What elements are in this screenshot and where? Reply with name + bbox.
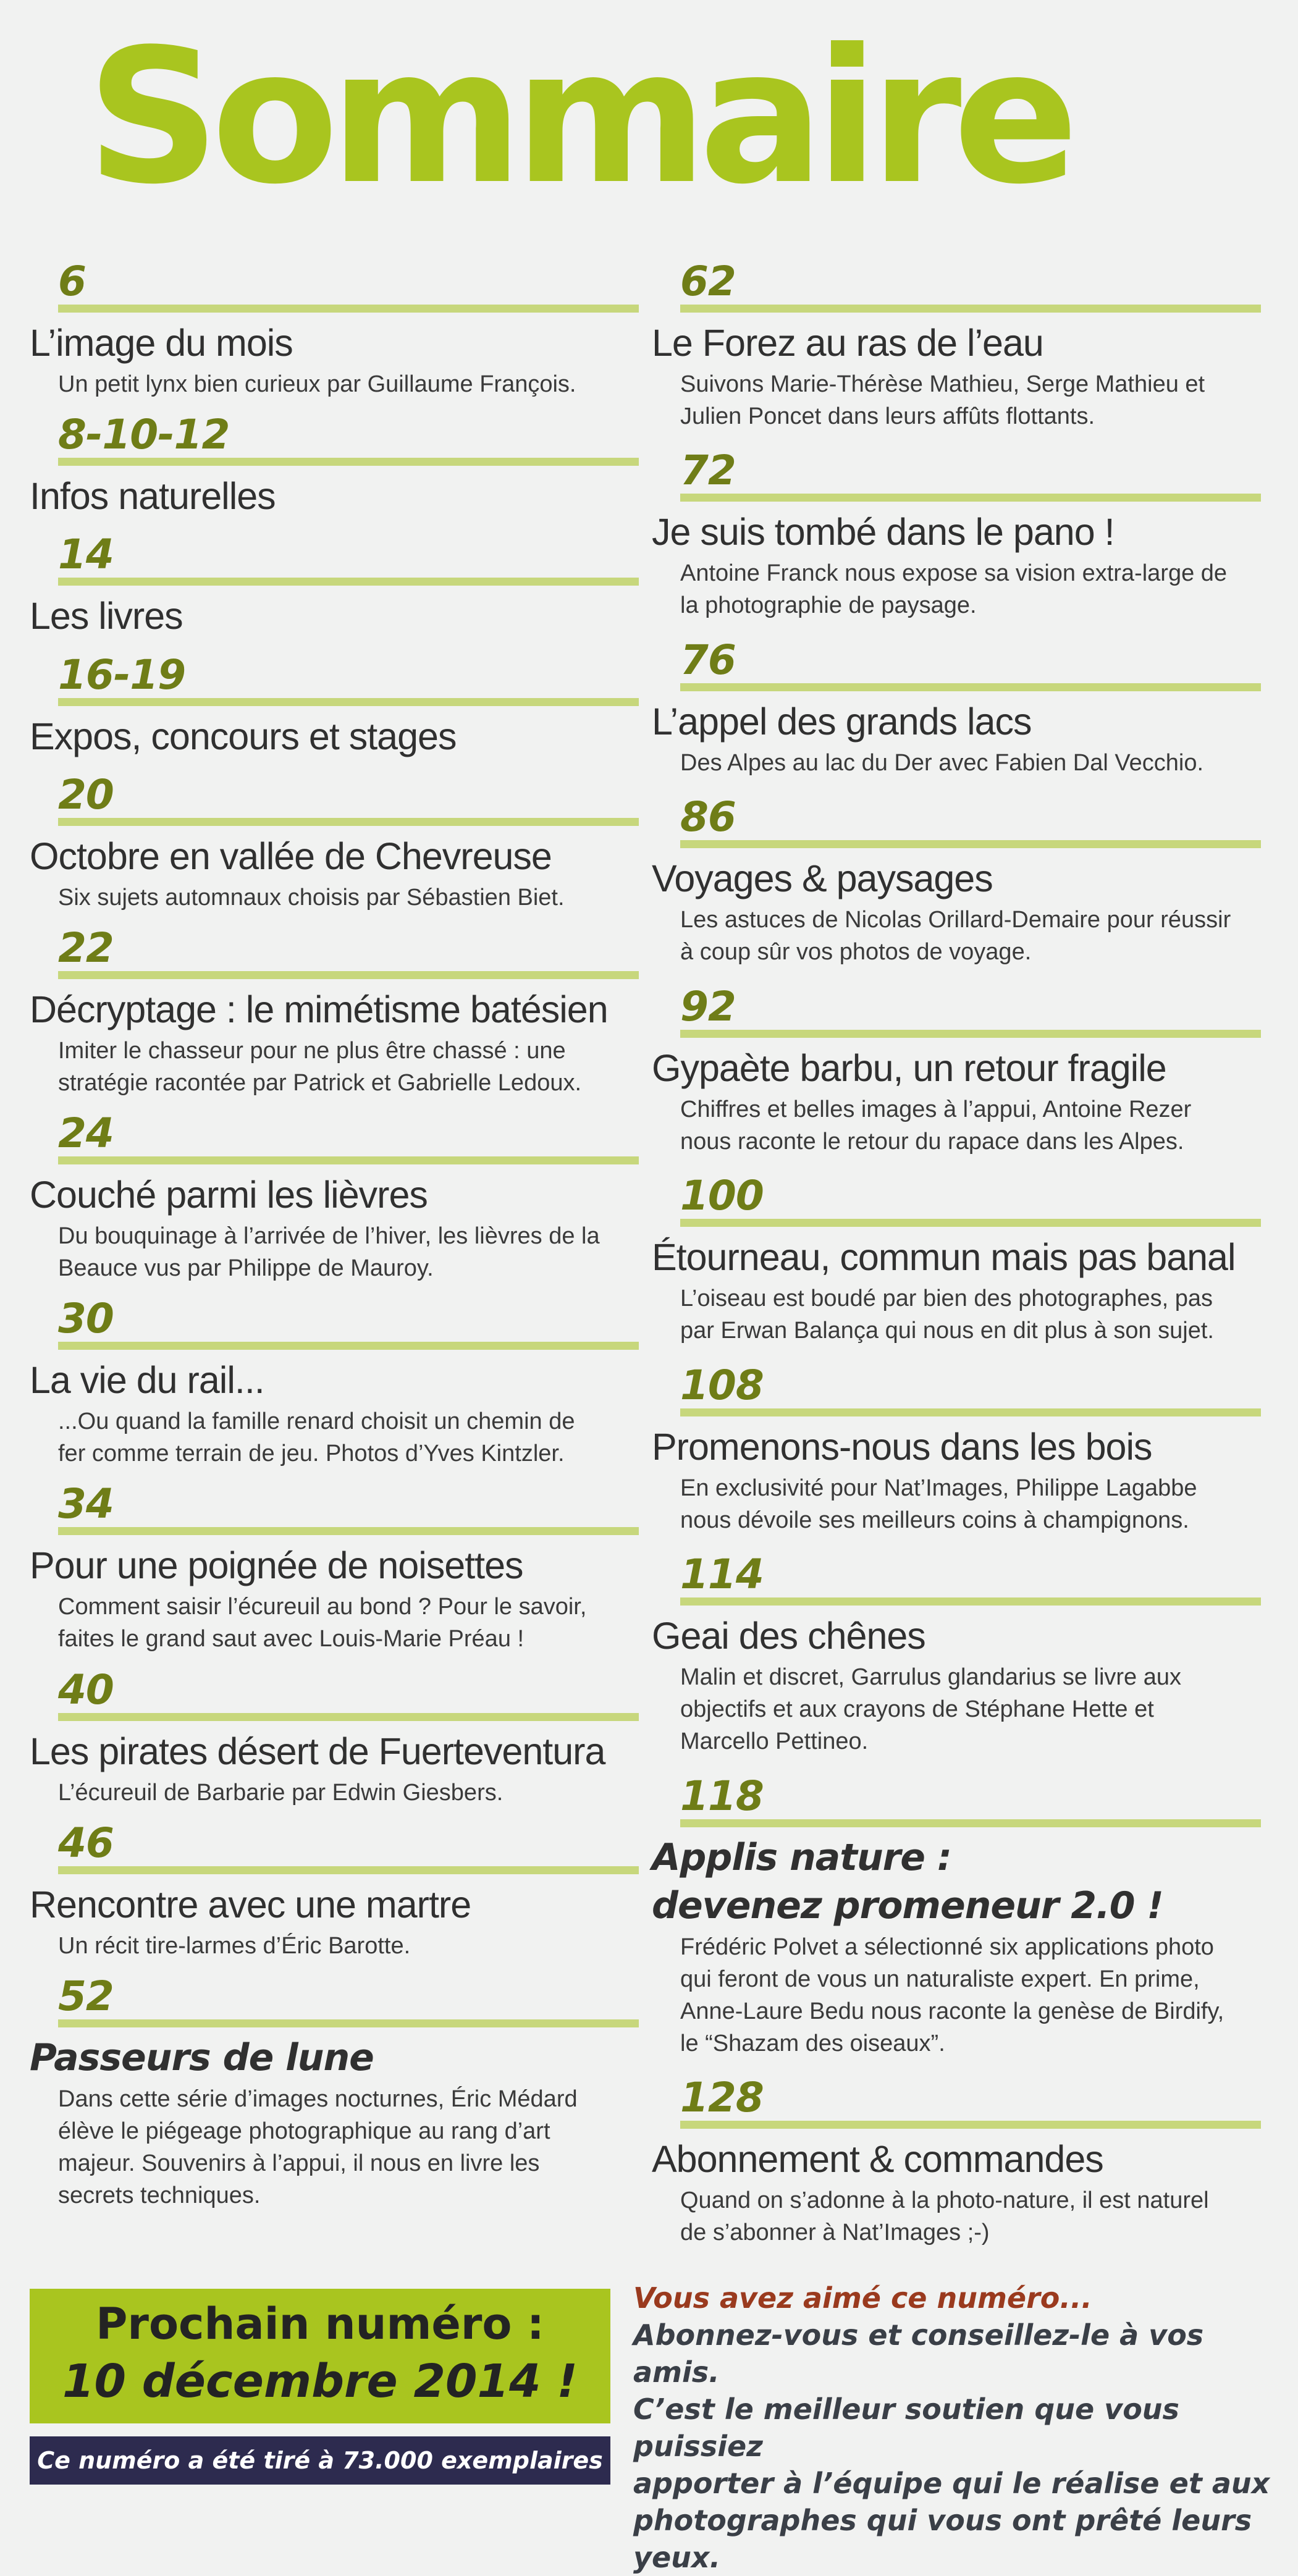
- divider: [680, 1030, 1261, 1038]
- entry-description: Les astuces de Nicolas Orillard-Demaire pour réussir à coup sûr vos photos de voyage.: [680, 907, 1231, 966]
- page-number: 76: [680, 636, 736, 684]
- promo-lead: Vous avez aimé ce numéro...: [633, 2281, 1092, 2315]
- page-number: 40: [58, 1665, 114, 1714]
- page-number: 52: [58, 1972, 114, 2020]
- divider: [58, 578, 639, 586]
- divider: [680, 1819, 1261, 1827]
- entry-title: Promenons-nous dans les bois: [652, 1425, 1152, 1468]
- entry-title: Passeurs de lune: [30, 2035, 374, 2079]
- toc-entry[interactable]: [30, 770, 617, 914]
- entry-title: Gypaète barbu, un retour fragile: [652, 1046, 1166, 1089]
- toc-entry[interactable]: [652, 982, 1239, 1158]
- page-number: 24: [58, 1109, 114, 1158]
- page-number: 114: [680, 1551, 764, 1599]
- toc-entry[interactable]: [30, 256, 617, 400]
- toc-entry[interactable]: [652, 1360, 1239, 1536]
- divider: [58, 1527, 639, 1535]
- divider: [680, 683, 1261, 691]
- entry-description: Des Alpes au lac du Der avec Fabien Dal Vecchio.: [680, 749, 1204, 776]
- page-number: 30: [58, 1295, 114, 1343]
- toc-entry[interactable]: [652, 2073, 1239, 2249]
- entry-description: ...Ou quand la famille renard choisit un chemin de fer comme terrain de jeu. Photos d’Yves Kintzler.: [58, 1408, 575, 1467]
- toc-entry[interactable]: [652, 792, 1239, 968]
- entry-description: Un petit lynx bien curieux par Guillaume François.: [58, 371, 576, 397]
- entry-title: Le Forez au ras de l’eau: [652, 322, 1043, 364]
- page-number: 92: [680, 982, 736, 1030]
- subscription-promo: [633, 2279, 1288, 2576]
- toc-entry[interactable]: [30, 650, 617, 760]
- divider: [680, 2121, 1261, 2129]
- entry-description: Antoine Franck nous expose sa vision extra-large de la photographie de paysage.: [680, 560, 1228, 619]
- entry-description: Du bouquinage à l’arrivée de l’hiver, les lièvres de la Beauce vus par Philippe de Mauroy.: [58, 1223, 600, 1282]
- toc-column-left: [30, 256, 617, 2215]
- toc-entry[interactable]: [652, 1171, 1239, 1347]
- entry-description: Frédéric Polvet a sélectionné six applications photo qui feront de vous un naturaliste expert. En prime, Anne-Laure Bedu nous raconte la genèse de Birdify, le “Shazam des oiseaux”.: [680, 1934, 1224, 2056]
- divider: [58, 1866, 639, 1874]
- page-number: 34: [58, 1480, 114, 1528]
- entry-title: L’image du mois: [30, 322, 293, 364]
- toc-entry[interactable]: [30, 410, 617, 520]
- toc-entry[interactable]: [30, 1665, 617, 1809]
- promo-line: photographes qui vous ont prêté leurs yeux.: [633, 2504, 1252, 2574]
- page-number: 86: [680, 793, 736, 841]
- entry-title: Rencontre avec une martre: [30, 1883, 471, 1926]
- entry-title: Les livres: [30, 595, 183, 638]
- entry-title-line2: devenez promeneur 2.0 !: [652, 1884, 1163, 1927]
- divider: [680, 1408, 1261, 1416]
- toc-entry[interactable]: [652, 1771, 1239, 2060]
- toc-entry[interactable]: [30, 1971, 617, 2212]
- divider: [58, 305, 639, 313]
- entry-description: Imiter le chasseur pour ne plus être chassé : une stratégie racontée par Patrick et Gabrielle Ledoux.: [58, 1037, 582, 1096]
- next-issue-label: Prochain numéro :: [96, 2299, 544, 2349]
- toc-column-right: [652, 256, 1239, 2252]
- page-number: 20: [58, 770, 114, 819]
- page-number: 72: [680, 447, 736, 495]
- entry-description: Quand on s’adonne à la photo-nature, il est naturel de s’abonner à Nat’Images ;-): [680, 2187, 1209, 2246]
- entry-title: Abonnement & commandes: [652, 2137, 1103, 2180]
- toc-entry[interactable]: [30, 923, 617, 1099]
- entry-title: Voyages & paysages: [652, 857, 993, 900]
- divider: [680, 494, 1261, 502]
- divider: [680, 840, 1261, 848]
- next-issue-banner: [30, 2289, 610, 2423]
- entry-description: L’écureuil de Barbarie par Edwin Giesbers.: [58, 1779, 504, 1806]
- entry-title: La vie du rail...: [30, 1359, 264, 1402]
- divider: [58, 1342, 639, 1350]
- entry-description: Chiffres et belles images à l’appui, Antoine Rezer nous raconte le retour du rapace dans les Alpes.: [680, 1096, 1192, 1155]
- entry-description: Six sujets automnaux choisis par Sébastien Biet.: [58, 884, 565, 911]
- page-number: 16-19: [58, 650, 186, 699]
- next-issue-date: 10 décembre 2014 !: [62, 2355, 578, 2408]
- divider: [680, 1219, 1261, 1227]
- divider: [58, 1713, 639, 1721]
- page-number: 108: [680, 1361, 764, 1409]
- toc-entry[interactable]: [652, 635, 1239, 779]
- page-number: 46: [58, 1819, 114, 1867]
- toc-entry[interactable]: [652, 445, 1239, 621]
- entry-title: Applis nature :: [652, 1835, 951, 1879]
- entry-title: Infos naturelles: [30, 475, 276, 518]
- toc-entry[interactable]: [30, 1479, 617, 1655]
- promo-line: Abonnez-vous et conseillez-le à vos amis.: [633, 2318, 1204, 2389]
- page-number: 128: [680, 2073, 764, 2121]
- page-number: 8-10-12: [58, 411, 230, 459]
- divider: [58, 1156, 639, 1164]
- entry-title: Octobre en vallée de Chevreuse: [30, 835, 552, 877]
- divider: [58, 971, 639, 979]
- toc-entry[interactable]: [30, 1818, 617, 1962]
- entry-title: Geai des chênes: [652, 1615, 925, 1657]
- entry-description: Malin et discret, Garrulus glandarius se livre aux objectifs et aux crayons de Stéphane Hette et Marcello Pettineo.: [680, 1664, 1182, 1755]
- entry-description: Suivons Marie-Thérèse Mathieu, Serge Mathieu et Julien Poncet dans leurs affûts flottants.: [680, 371, 1205, 429]
- toc-entry[interactable]: [30, 1108, 617, 1284]
- entry-title: Décryptage : le mimétisme batésien: [30, 988, 608, 1030]
- divider: [680, 1597, 1261, 1606]
- entry-description: L’oiseau est boudé par bien des photographes, pas par Erwan Balança qui nous en dit plus à son sujet.: [680, 1286, 1214, 1344]
- toc-entry[interactable]: [652, 1549, 1239, 1757]
- page-number: 14: [58, 531, 114, 579]
- toc-entry[interactable]: [652, 256, 1239, 432]
- page-number: 118: [680, 1772, 764, 1820]
- page-number: 6: [58, 258, 86, 305]
- entry-title: L’appel des grands lacs: [652, 700, 1032, 743]
- toc-entry[interactable]: [30, 529, 617, 640]
- promo-line: apporter à l’équipe qui le réalise et aux: [633, 2467, 1270, 2500]
- promo-line: C’est le meilleur soutien que vous puissiez: [633, 2393, 1179, 2463]
- entry-description: Un récit tire-larmes d’Éric Barotte.: [58, 1932, 411, 1959]
- entry-title: Couché parmi les lièvres: [30, 1174, 428, 1216]
- entry-description: Comment saisir l’écureuil au bond ? Pour le savoir, faites le grand saut avec Louis-Marie Préau !: [58, 1594, 587, 1652]
- entry-title: Les pirates désert de Fuerteventura: [30, 1730, 605, 1772]
- entry-description: En exclusivité pour Nat’Images, Philippe Lagabbe nous dévoile ses meilleurs coins à champignons.: [680, 1475, 1197, 1533]
- page-number: 100: [680, 1172, 764, 1220]
- entry-title: Étourneau, commun mais pas banal: [652, 1236, 1236, 1279]
- entry-title: Expos, concours et stages: [30, 715, 457, 757]
- toc-entry[interactable]: [30, 1294, 617, 1470]
- divider: [680, 305, 1261, 313]
- print-run-bar: Ce numéro a été tiré à 73.000 exemplaires: [30, 2436, 610, 2485]
- divider: [58, 818, 639, 826]
- entry-description: Dans cette série d’images nocturnes, Éric Médard élève le piégeage photographique au rang d’art majeur. Souvenirs à l’appui, il nous en livre les secrets techniques.: [58, 2086, 578, 2208]
- page-title: Sommaire: [86, 9, 1071, 225]
- page-number: 62: [680, 258, 736, 305]
- divider: [58, 2019, 639, 2027]
- page-number: 22: [58, 924, 114, 972]
- entry-title: Pour une poignée de noisettes: [30, 1544, 523, 1587]
- entry-title: Je suis tombé dans le pano !: [652, 511, 1115, 554]
